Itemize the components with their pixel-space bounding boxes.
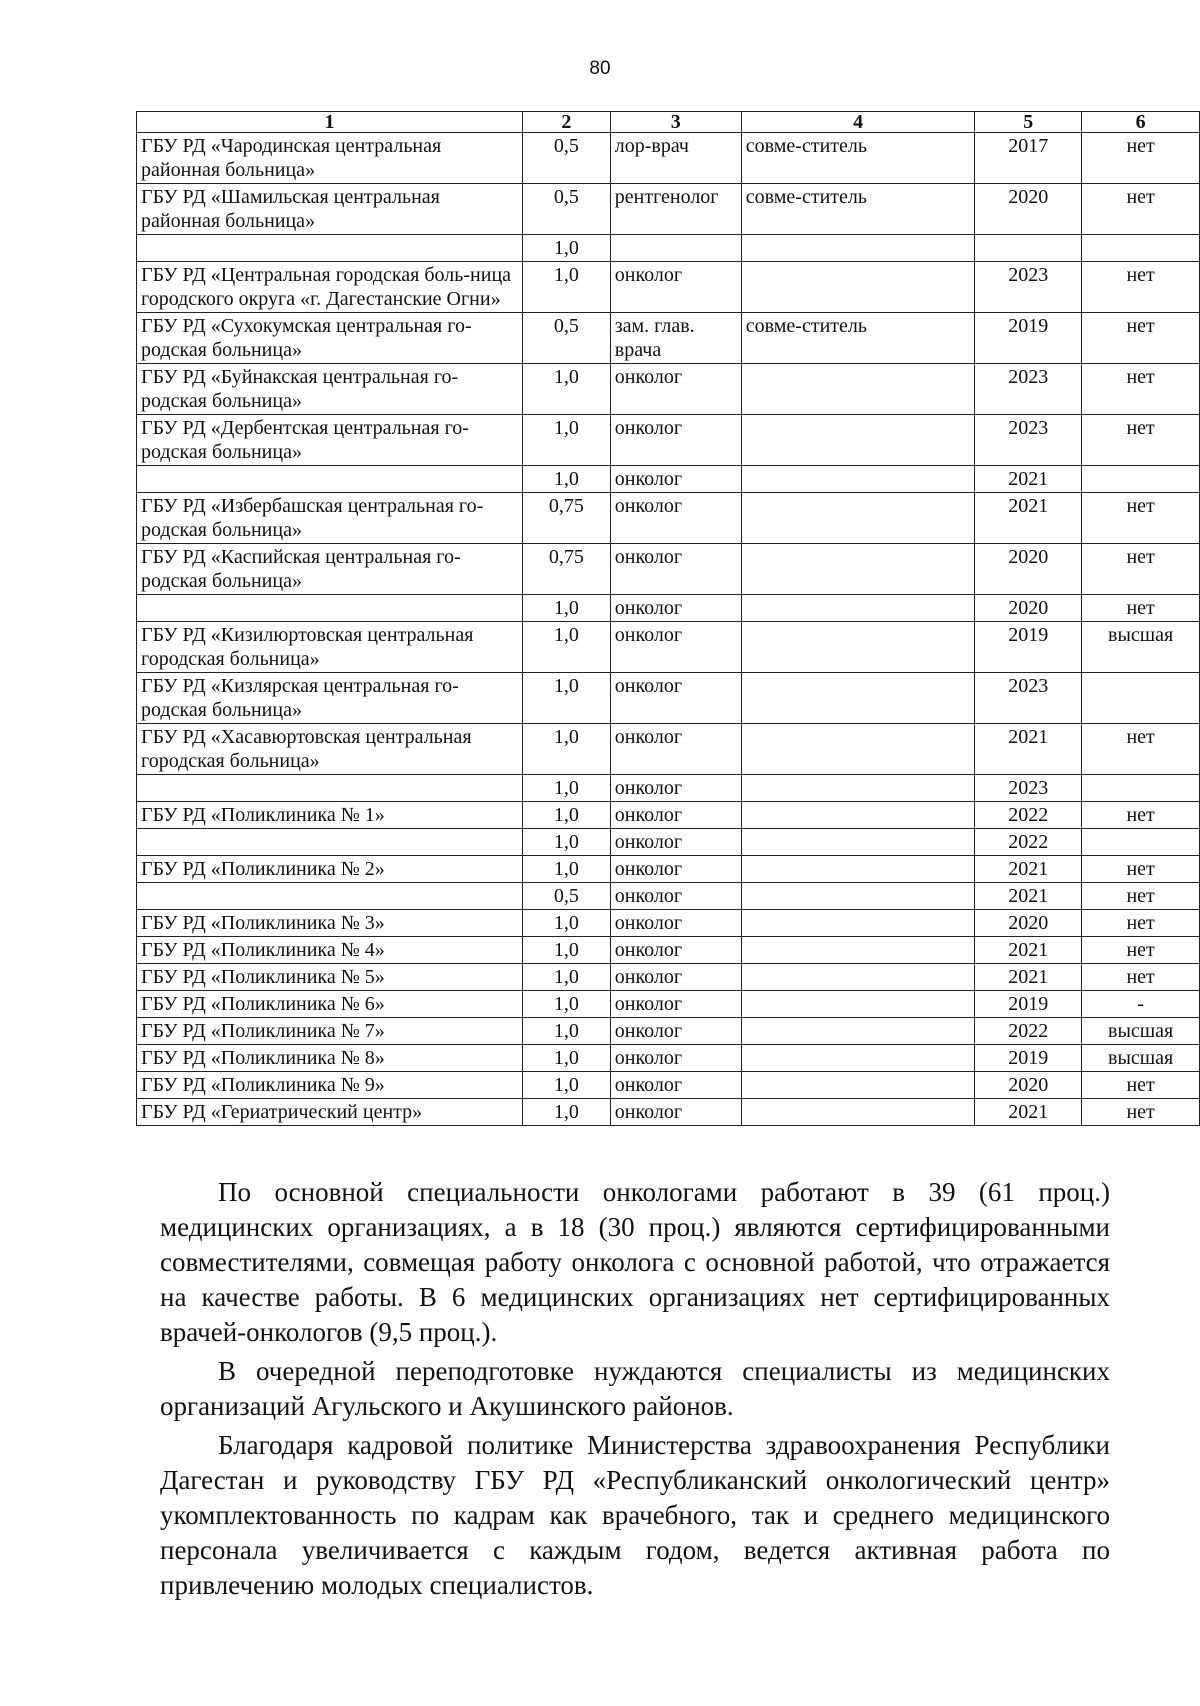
position-cell: онколог	[610, 1018, 741, 1045]
rate-cell: 0,5	[523, 883, 611, 910]
year-cell: 2020	[975, 910, 1082, 937]
table-body	[137, 133, 1200, 1126]
year-cell: 2020	[975, 544, 1082, 595]
rate-cell: 0,5	[523, 133, 611, 184]
position-cell: онколог	[610, 595, 741, 622]
position-cell: онколог	[610, 466, 741, 493]
rate-cell: 1,0	[523, 673, 611, 724]
position-cell: онколог	[610, 937, 741, 964]
position-cell	[610, 235, 741, 262]
table-row	[137, 937, 1200, 964]
category-cell: нет	[1082, 937, 1200, 964]
org-cell: ГБУ РД «Поликлиника № 3»	[137, 910, 523, 937]
category-cell: нет	[1082, 964, 1200, 991]
page-number: 80	[589, 58, 611, 79]
year-cell: 2021	[975, 856, 1082, 883]
year-cell: 2021	[975, 937, 1082, 964]
position-cell: лор-врач	[610, 133, 741, 184]
table-row	[137, 493, 1200, 544]
category-cell: нет	[1082, 184, 1200, 235]
table-row	[137, 856, 1200, 883]
category-cell: нет	[1082, 724, 1200, 775]
year-cell: 2023	[975, 415, 1082, 466]
year-cell: 2023	[975, 673, 1082, 724]
table-row	[137, 364, 1200, 415]
position-cell: онколог	[610, 1072, 741, 1099]
rate-cell: 1,0	[523, 829, 611, 856]
year-cell: 2021	[975, 1099, 1082, 1126]
org-cell: ГБУ РД «Центральная городская боль-ница городского округа «г. Дагестанские Огни»	[137, 262, 523, 313]
year-cell: 2021	[975, 883, 1082, 910]
table-row	[137, 466, 1200, 493]
employment-cell	[741, 364, 975, 415]
org-cell: ГБУ РД «Поликлиника № 4»	[137, 937, 523, 964]
category-cell: нет	[1082, 415, 1200, 466]
position-cell: онколог	[610, 1045, 741, 1072]
employment-cell: совме-ститель	[741, 133, 975, 184]
position-cell: онколог	[610, 415, 741, 466]
year-cell: 2017	[975, 133, 1082, 184]
rate-cell: 1,0	[523, 622, 611, 673]
category-cell: нет	[1082, 883, 1200, 910]
org-cell: ГБУ РД «Поликлиника № 5»	[137, 964, 523, 991]
employment-cell	[741, 1018, 975, 1045]
position-cell: онколог	[610, 883, 741, 910]
table-row	[137, 724, 1200, 775]
rate-cell: 1,0	[523, 466, 611, 493]
org-cell: ГБУ РД «Дербентская центральная го-родская больница»	[137, 415, 523, 466]
org-cell: ГБУ РД «Избербашская центральная го-родская больница»	[137, 493, 523, 544]
rate-cell: 1,0	[523, 262, 611, 313]
org-cell: ГБУ РД «Чародинская центральная районная больница»	[137, 133, 523, 184]
category-cell: нет	[1082, 493, 1200, 544]
org-cell	[137, 775, 523, 802]
org-cell: ГБУ РД «Поликлиника № 1»	[137, 802, 523, 829]
body-text	[160, 1175, 1110, 1607]
rate-cell: 1,0	[523, 415, 611, 466]
rate-cell: 1,0	[523, 802, 611, 829]
org-cell: ГБУ РД «Каспийская центральная го-родская больница»	[137, 544, 523, 595]
table-row	[137, 1018, 1200, 1045]
paragraph: В очередной переподготовке нуждаются специалисты из медицинских организаций Агульского и Акушинского районов.	[160, 1356, 1110, 1421]
position-cell: онколог	[610, 673, 741, 724]
employment-cell	[741, 964, 975, 991]
employment-cell	[741, 991, 975, 1018]
employment-cell	[741, 622, 975, 673]
table-header-row	[137, 112, 1200, 133]
org-cell: ГБУ РД «Поликлиника № 7»	[137, 1018, 523, 1045]
header-col-5: 5	[975, 112, 1082, 133]
year-cell: 2023	[975, 364, 1082, 415]
table-row	[137, 775, 1200, 802]
rate-cell: 1,0	[523, 364, 611, 415]
position-cell: онколог	[610, 910, 741, 937]
year-cell: 2020	[975, 1072, 1082, 1099]
header-col-4: 4	[741, 112, 975, 133]
table-row	[137, 1045, 1200, 1072]
table-row	[137, 673, 1200, 724]
employment-cell	[741, 937, 975, 964]
category-cell: -	[1082, 991, 1200, 1018]
table-row	[137, 133, 1200, 184]
position-cell: онколог	[610, 1099, 741, 1126]
category-cell	[1082, 673, 1200, 724]
org-cell: ГБУ РД «Гериатрический центр»	[137, 1099, 523, 1126]
year-cell: 2019	[975, 622, 1082, 673]
employment-cell	[741, 493, 975, 544]
employment-cell	[741, 466, 975, 493]
rate-cell: 1,0	[523, 1099, 611, 1126]
employment-cell	[741, 883, 975, 910]
org-cell: ГБУ РД «Кизлярская центральная го-родская больница»	[137, 673, 523, 724]
header-col-6: 6	[1082, 112, 1200, 133]
table-row	[137, 415, 1200, 466]
org-cell	[137, 235, 523, 262]
rate-cell: 0,5	[523, 184, 611, 235]
year-cell: 2021	[975, 466, 1082, 493]
position-cell: онколог	[610, 364, 741, 415]
paragraph: По основной специальности онкологами работают в 39 (61 проц.) медицинских организациях, а в 18 (30 проц.) являются сертифицированными совместителями, совмещая работу онколога с основной работой, что отражается на качестве работы. В 6 медицинских организациях нет сертифицированных врачей-онкологов (9,5 проц.).	[160, 1177, 1110, 1347]
category-cell: высшая	[1082, 622, 1200, 673]
employment-cell	[741, 673, 975, 724]
employment-cell	[741, 724, 975, 775]
org-cell: ГБУ РД «Буйнакская центральная го-родская больница»	[137, 364, 523, 415]
position-cell: онколог	[610, 262, 741, 313]
rate-cell: 1,0	[523, 1045, 611, 1072]
header-col-3: 3	[610, 112, 741, 133]
year-cell: 2019	[975, 991, 1082, 1018]
category-cell: высшая	[1082, 1018, 1200, 1045]
table-row	[137, 184, 1200, 235]
year-cell: 2022	[975, 1018, 1082, 1045]
table-row	[137, 883, 1200, 910]
rate-cell: 1,0	[523, 235, 611, 262]
table-row	[137, 910, 1200, 937]
rate-cell: 0,75	[523, 544, 611, 595]
rate-cell: 1,0	[523, 775, 611, 802]
category-cell: нет	[1082, 595, 1200, 622]
category-cell	[1082, 775, 1200, 802]
table-row	[137, 1099, 1200, 1126]
paragraph: Благодаря кадровой политике Министерства здравоохранения Республики Дагестан и руководству ГБУ РД «Республиканский онкологический центр» укомплектованность по кадрам как врачебного, так и среднего медицинского персонала увеличивается с каждым годом, ведется активная работа по привлечению молодых специалистов.	[160, 1430, 1110, 1600]
table-row	[137, 829, 1200, 856]
position-cell: онколог	[610, 964, 741, 991]
year-cell: 2022	[975, 829, 1082, 856]
year-cell	[975, 235, 1082, 262]
category-cell	[1082, 829, 1200, 856]
org-cell: ГБУ РД «Поликлиника № 9»	[137, 1072, 523, 1099]
table-row	[137, 991, 1200, 1018]
category-cell: нет	[1082, 1072, 1200, 1099]
position-cell: онколог	[610, 775, 741, 802]
employment-cell	[741, 1045, 975, 1072]
org-cell: ГБУ РД «Поликлиника № 8»	[137, 1045, 523, 1072]
category-cell: нет	[1082, 313, 1200, 364]
position-cell: онколог	[610, 991, 741, 1018]
year-cell: 2023	[975, 262, 1082, 313]
rate-cell: 1,0	[523, 595, 611, 622]
position-cell: онколог	[610, 493, 741, 544]
rate-cell: 1,0	[523, 937, 611, 964]
org-cell: ГБУ РД «Кизилюртовская центральная городская больница»	[137, 622, 523, 673]
position-cell: рентгенолог	[610, 184, 741, 235]
employment-cell	[741, 829, 975, 856]
table-row	[137, 595, 1200, 622]
position-cell: онколог	[610, 544, 741, 595]
year-cell: 2019	[975, 313, 1082, 364]
year-cell: 2021	[975, 964, 1082, 991]
category-cell: нет	[1082, 544, 1200, 595]
employment-cell	[741, 775, 975, 802]
category-cell: высшая	[1082, 1045, 1200, 1072]
rate-cell: 1,0	[523, 991, 611, 1018]
employment-cell	[741, 262, 975, 313]
table-row	[137, 235, 1200, 262]
table-row	[137, 802, 1200, 829]
table-row	[137, 964, 1200, 991]
employment-cell	[741, 1072, 975, 1099]
table-row	[137, 313, 1200, 364]
position-cell: зам. глав. врача	[610, 313, 741, 364]
org-cell	[137, 829, 523, 856]
rate-cell: 1,0	[523, 724, 611, 775]
employment-cell: совме-ститель	[741, 184, 975, 235]
org-cell: ГБУ РД «Хасавюртовская центральная городская больница»	[137, 724, 523, 775]
employment-cell	[741, 544, 975, 595]
position-cell: онколог	[610, 829, 741, 856]
position-cell: онколог	[610, 622, 741, 673]
header-col-2: 2	[523, 112, 611, 133]
year-cell: 2023	[975, 775, 1082, 802]
category-cell: нет	[1082, 802, 1200, 829]
employment-cell	[741, 235, 975, 262]
category-cell	[1082, 466, 1200, 493]
table-row	[137, 1072, 1200, 1099]
year-cell: 2021	[975, 493, 1082, 544]
org-cell: ГБУ РД «Сухокумская центральная го-родская больница»	[137, 313, 523, 364]
year-cell: 2020	[975, 595, 1082, 622]
rate-cell: 1,0	[523, 910, 611, 937]
employment-cell: совме-ститель	[741, 313, 975, 364]
table-row	[137, 544, 1200, 595]
category-cell: нет	[1082, 1099, 1200, 1126]
staff-table	[136, 111, 1200, 1126]
year-cell: 2019	[975, 1045, 1082, 1072]
category-cell: нет	[1082, 133, 1200, 184]
category-cell: нет	[1082, 262, 1200, 313]
year-cell: 2020	[975, 184, 1082, 235]
employment-cell	[741, 856, 975, 883]
rate-cell: 1,0	[523, 856, 611, 883]
header-col-1: 1	[137, 112, 523, 133]
category-cell: нет	[1082, 856, 1200, 883]
employment-cell	[741, 415, 975, 466]
org-cell: ГБУ РД «Поликлиника № 2»	[137, 856, 523, 883]
employment-cell	[741, 1099, 975, 1126]
position-cell: онколог	[610, 856, 741, 883]
position-cell: онколог	[610, 724, 741, 775]
position-cell: онколог	[610, 802, 741, 829]
rate-cell: 1,0	[523, 1018, 611, 1045]
year-cell: 2022	[975, 802, 1082, 829]
year-cell: 2021	[975, 724, 1082, 775]
rate-cell: 1,0	[523, 964, 611, 991]
table-row	[137, 262, 1200, 313]
org-cell	[137, 883, 523, 910]
category-cell: нет	[1082, 364, 1200, 415]
employment-cell	[741, 595, 975, 622]
rate-cell: 0,75	[523, 493, 611, 544]
table-row	[137, 622, 1200, 673]
category-cell	[1082, 235, 1200, 262]
org-cell: ГБУ РД «Поликлиника № 6»	[137, 991, 523, 1018]
org-cell: ГБУ РД «Шамильская центральная районная больница»	[137, 184, 523, 235]
rate-cell: 0,5	[523, 313, 611, 364]
employment-cell	[741, 910, 975, 937]
rate-cell: 1,0	[523, 1072, 611, 1099]
employment-cell	[741, 802, 975, 829]
org-cell	[137, 595, 523, 622]
org-cell	[137, 466, 523, 493]
category-cell: нет	[1082, 910, 1200, 937]
